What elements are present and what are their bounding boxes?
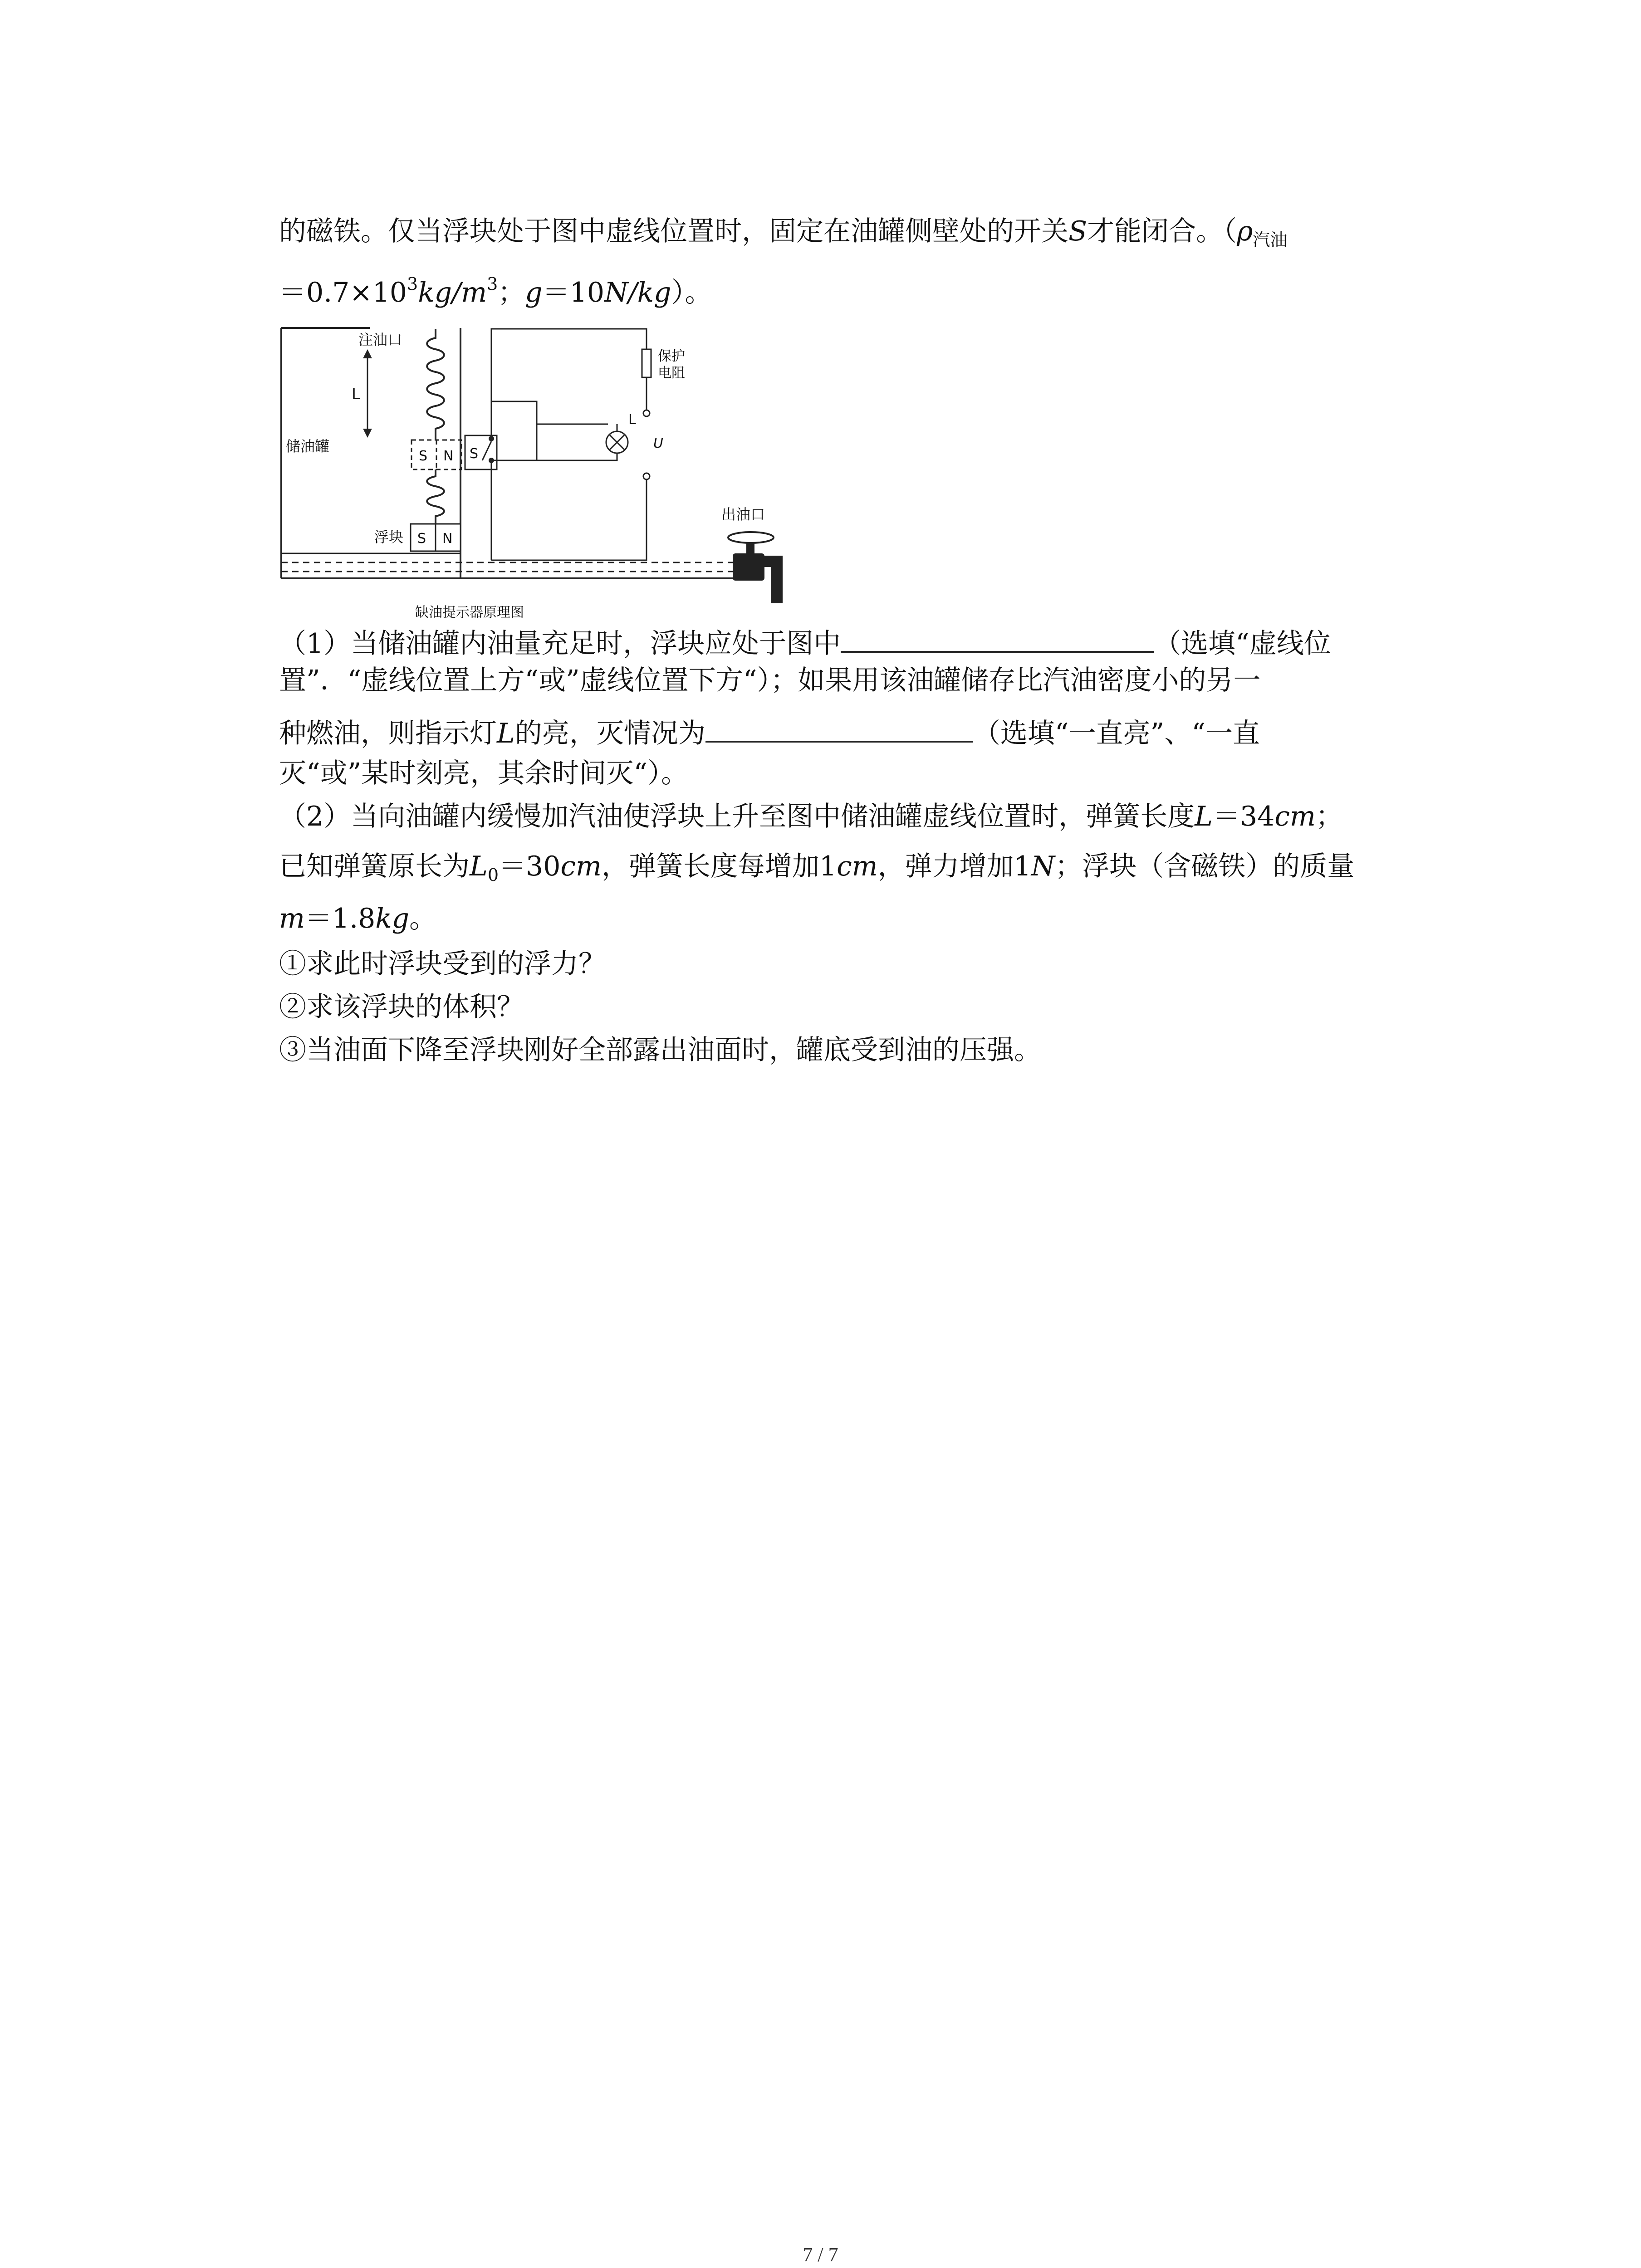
text-line-2 <box>279 274 712 311</box>
text-fragment: ＝0.7×10 <box>279 277 407 308</box>
text-fragment: ，弹簧长度每增加1 <box>601 850 837 882</box>
resistor-label: 电阻 <box>658 365 685 381</box>
text-fragment: ；浮块（含磁铁）的质量 <box>1055 850 1355 882</box>
inlet-label: 注油口 <box>358 331 402 348</box>
magnet-n-label: N <box>443 448 454 464</box>
switch-label: S <box>470 446 479 462</box>
original-length-symbol: L <box>470 850 488 882</box>
spring-length-symbol: L <box>1195 801 1213 832</box>
float-n-label: N <box>442 531 453 547</box>
outlet-label: 出油口 <box>721 506 765 523</box>
arrow-head <box>363 349 372 358</box>
answer-blank-2[interactable] <box>705 714 973 743</box>
sub-question-3 <box>279 1032 1041 1068</box>
mass-symbol: m <box>279 903 305 934</box>
exponent: 3 <box>407 274 418 294</box>
text-fragment: ③当油面下降至浮块刚好全部露出油面时，罐底受到油的压强。 <box>279 1034 1041 1066</box>
upper-spring-icon <box>427 329 444 440</box>
text-fragment: ①求此时浮块受到的浮力？ <box>279 948 606 980</box>
unit: cm <box>1274 801 1316 832</box>
question-1-line-3 <box>279 714 1260 752</box>
circuit-wire <box>537 453 617 460</box>
density-symbol: ρ <box>1237 215 1253 247</box>
text-fragment: 的磁铁。仅当浮块处于图中虚线位置时，固定在油罐侧壁处的开关 <box>279 215 1068 247</box>
page-number: 7 / 7 <box>803 2244 838 2266</box>
text-fragment: ②求该浮块的体积？ <box>279 991 524 1023</box>
magnet-s-label: S <box>419 448 428 464</box>
unit: N/kg <box>604 277 671 308</box>
text-fragment: ； <box>498 277 525 308</box>
switch-symbol: S <box>1068 215 1087 247</box>
text-fragment: 置”．“虚线位置上方“或”虚线位置下方“）；如果用该油罐储存比汽油密度小的另一 <box>279 665 1261 696</box>
unit: cm <box>560 850 602 882</box>
text-fragment: ，弹力增加1 <box>877 850 1031 882</box>
unit: cm <box>837 850 878 882</box>
unit: N <box>1031 850 1055 882</box>
unit: kg <box>375 903 410 934</box>
text-fragment: （选填“一直亮”、“一直 <box>973 718 1260 749</box>
circuit-wire <box>491 476 647 560</box>
tank-label: 储油罐 <box>286 438 330 455</box>
question-1-line-1 <box>279 624 1331 662</box>
sub-question-2 <box>279 989 524 1025</box>
subscript: 0 <box>487 865 499 885</box>
text-fragment: ）。 <box>671 277 712 308</box>
circuit-wire <box>491 401 537 460</box>
terminal <box>643 410 650 416</box>
text-fragment: ； <box>1315 801 1343 832</box>
question-1-line-2 <box>279 662 1260 699</box>
length-label: L <box>352 385 360 403</box>
tap-icon <box>733 553 764 581</box>
exponent: 3 <box>487 274 498 294</box>
text-fragment: ＝34 <box>1213 801 1275 832</box>
voltage-label: U <box>653 435 663 451</box>
tap-handle <box>728 532 774 543</box>
question-1-line-4 <box>279 755 688 792</box>
float-label: 浮块 <box>374 528 404 546</box>
terminal <box>643 473 650 479</box>
sub-question-1 <box>279 946 606 982</box>
text-fragment: 种燃油，则指示灯 <box>279 718 497 749</box>
text-line-1 <box>279 213 1287 249</box>
density-subscript: 汽油 <box>1253 230 1288 250</box>
question-2-line-1 <box>279 798 1343 835</box>
lamp-symbol: L <box>497 718 515 749</box>
arrow-head <box>363 429 372 438</box>
text-fragment: （选填“虚线位 <box>1154 628 1331 660</box>
question-2-line-2 <box>279 848 1354 885</box>
switch-blade <box>482 441 491 460</box>
question-2-line-3 <box>279 900 436 937</box>
text-fragment: （2）当向油罐内缓慢加汽油使浮块上升至图中储油罐虚线位置时，弹簧长度 <box>279 801 1195 832</box>
unit: kg/m <box>418 277 487 308</box>
lower-spring-icon <box>427 469 444 524</box>
circuit-wire <box>491 329 647 401</box>
tap-spout <box>764 556 783 603</box>
text-fragment: 已知弹簧原长为 <box>279 850 470 882</box>
resistor-label: 保护 <box>658 348 685 364</box>
text-fragment: （1）当储油罐内油量充足时，浮块应处于图中 <box>279 628 841 660</box>
lamp-label: L <box>628 412 636 428</box>
text-fragment: 才能闭合。（ <box>1087 215 1237 247</box>
protective-resistor <box>642 349 651 377</box>
text-fragment: ＝30 <box>499 850 561 882</box>
float-s-label: S <box>417 531 426 547</box>
text-fragment: 的亮，灭情况为 <box>514 718 705 749</box>
text-fragment: ＝10 <box>542 277 605 308</box>
figure-caption: 缺油提示器原理图 <box>415 605 524 621</box>
text-fragment: 灭“或”某时刻亮，其余时间灭“）。 <box>279 758 689 789</box>
oil-alarm-diagram <box>279 324 805 621</box>
text-fragment: 。 <box>409 903 437 934</box>
gravity-symbol: g <box>525 277 543 308</box>
answer-blank-1[interactable] <box>841 624 1154 653</box>
text-fragment: ＝1.8 <box>304 903 376 934</box>
